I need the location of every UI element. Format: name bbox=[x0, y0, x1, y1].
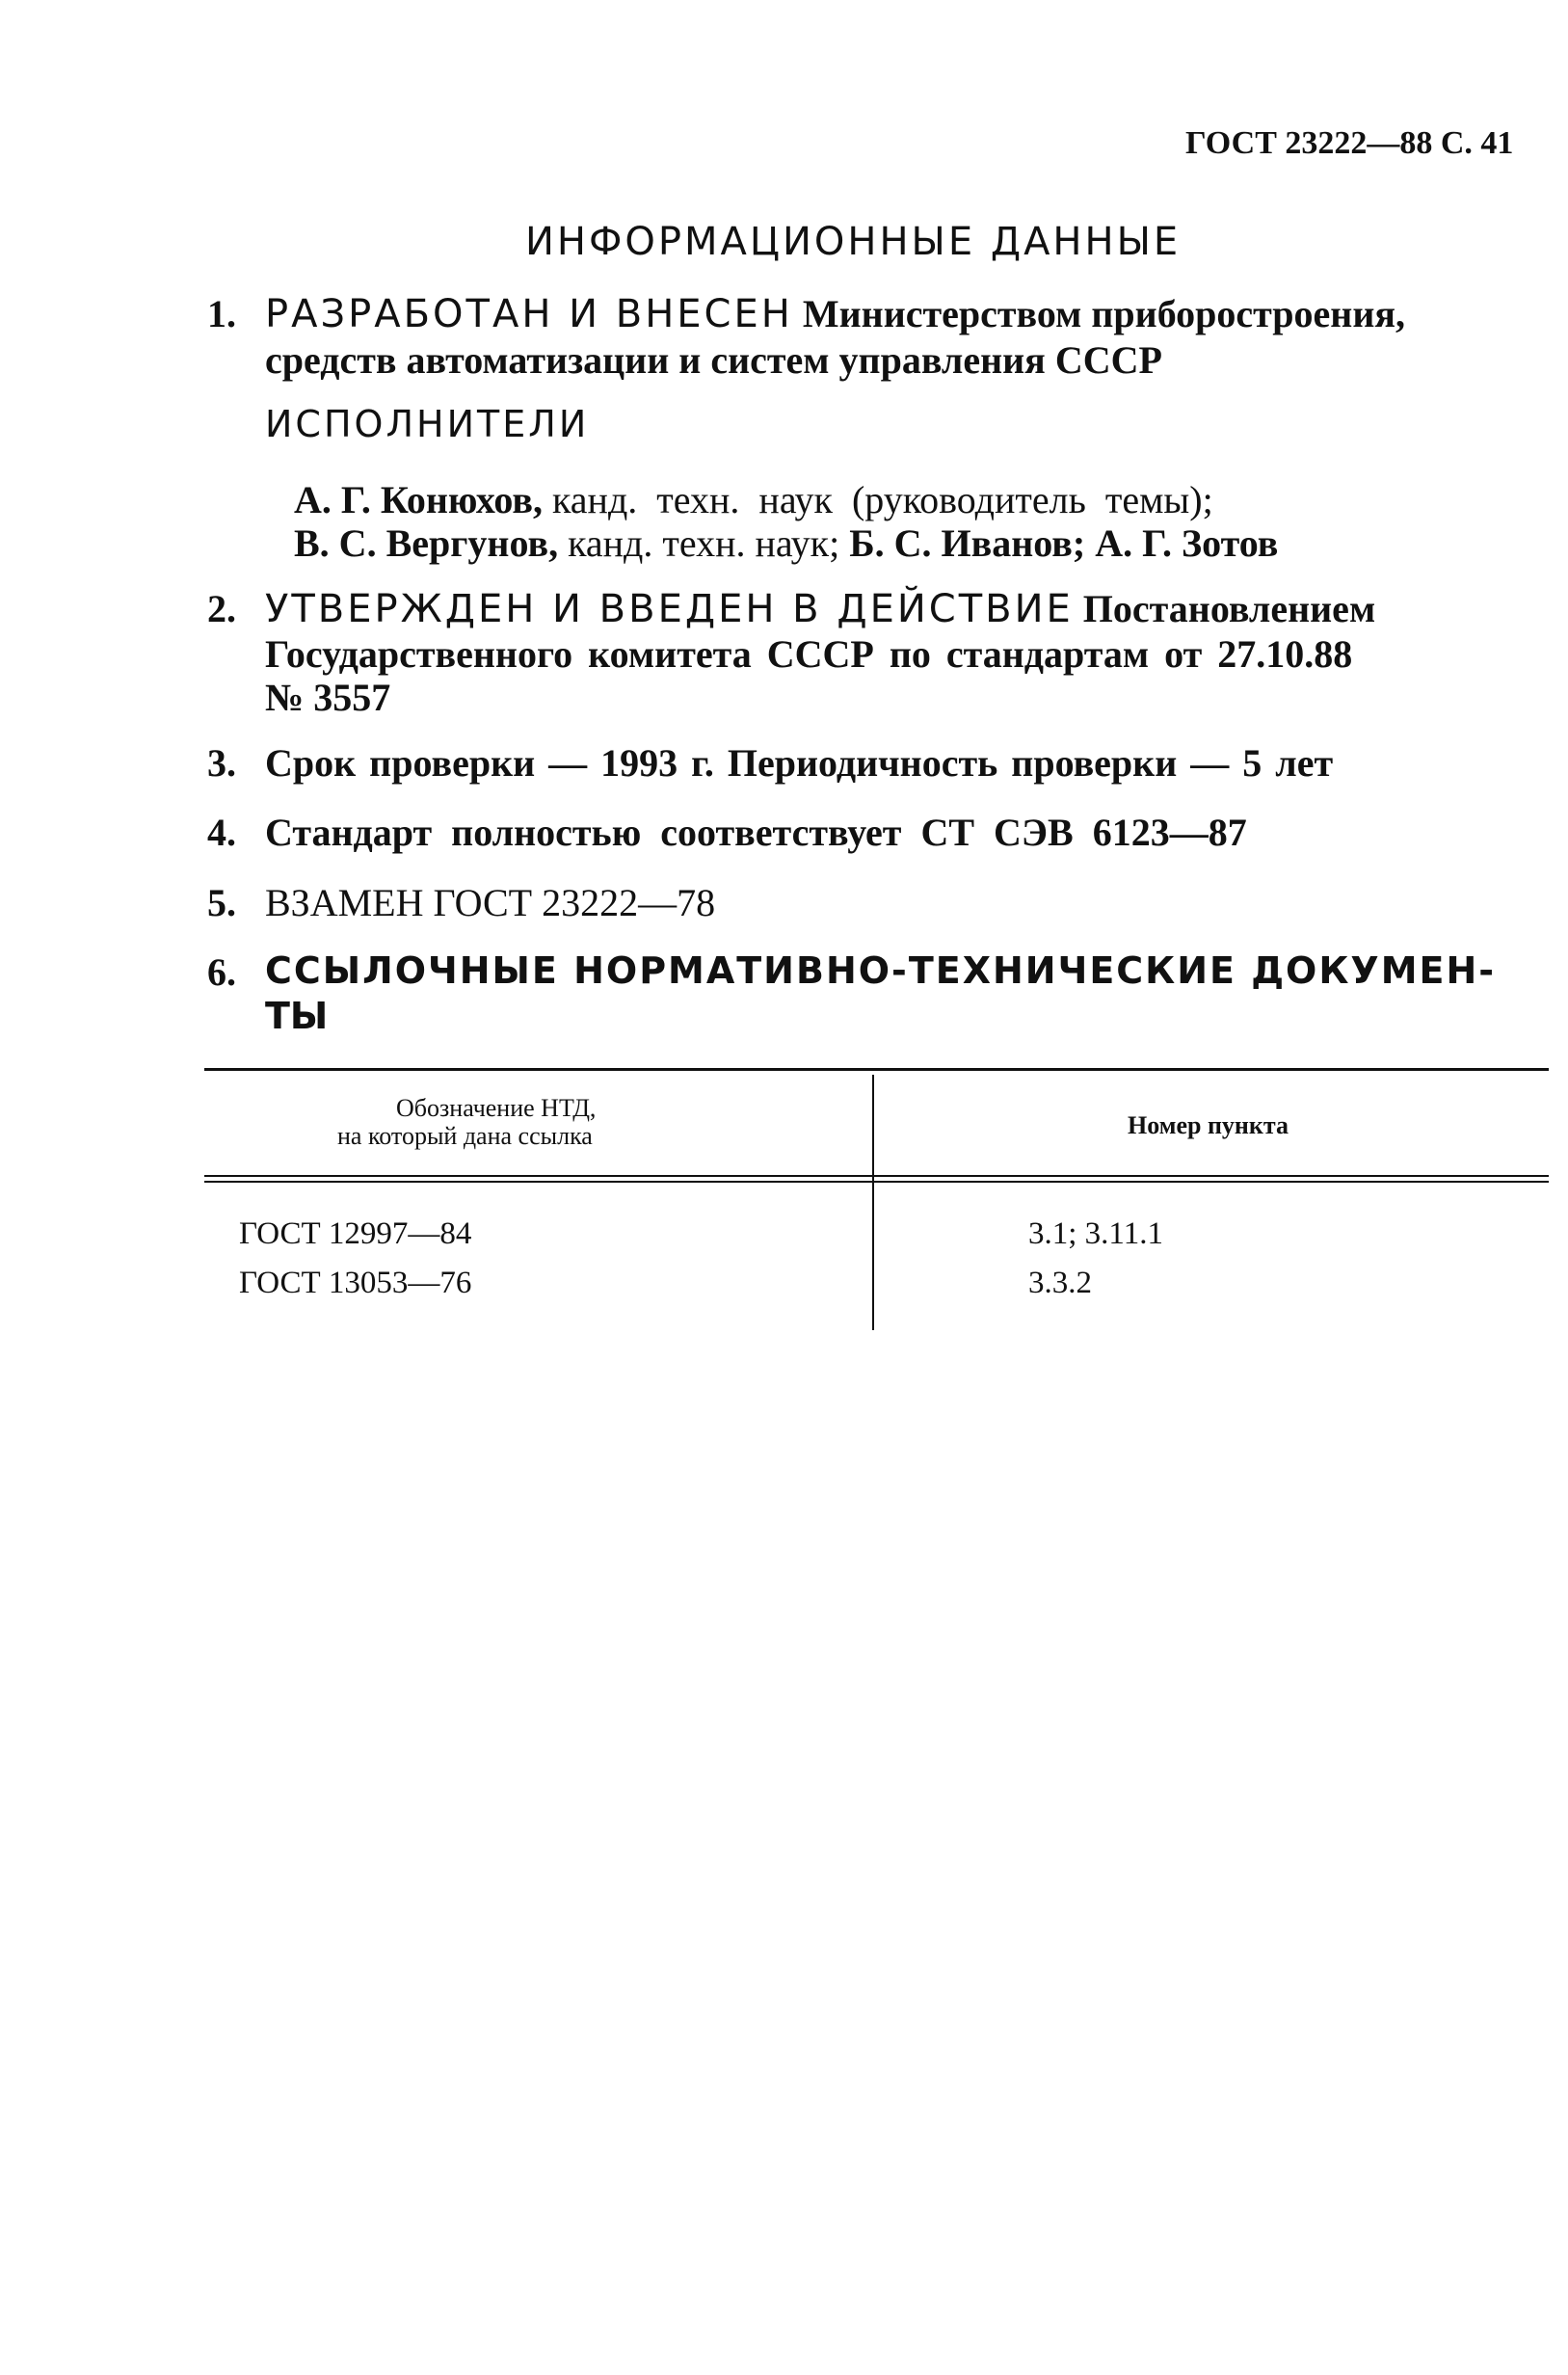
item-3-text: Срок проверки — 1993 г. Периодичность проверки — 5 лет bbox=[265, 741, 1334, 785]
item-1-text: Министерством приборостроения, bbox=[802, 292, 1406, 335]
item-1-line-1 bbox=[265, 291, 1405, 336]
table-header-col-1-line-2: на который дана ссылка bbox=[337, 1122, 593, 1150]
table-header-col-2: Номер пункта bbox=[1128, 1111, 1289, 1139]
table-cell-clause: 3.1; 3.11.1 bbox=[1028, 1216, 1163, 1251]
item-4-number: 4. bbox=[207, 811, 236, 854]
executor-1-details: канд. техн. наук (руководитель темы); bbox=[551, 478, 1213, 521]
table-top-rule bbox=[204, 1068, 1549, 1071]
table-cell-clause: 3.3.2 bbox=[1028, 1266, 1092, 1300]
item-6-line-2: ТЫ bbox=[265, 995, 329, 1037]
page-header: ГОСТ 23222—88 С. 41 bbox=[1185, 125, 1514, 161]
item-1-line-2: средств автоматизации и систем управления СССР bbox=[265, 338, 1162, 382]
item-2-text: Постановлением bbox=[1082, 587, 1376, 630]
executor-1-name: А. Г. Конюхов, bbox=[294, 478, 543, 521]
item-1-number: 1. bbox=[207, 292, 236, 335]
table-cell-doc: ГОСТ 12997—84 bbox=[239, 1216, 472, 1251]
item-5-number: 5. bbox=[207, 881, 236, 924]
executors-others: Б. С. Иванов; А. Г. Зотов bbox=[849, 521, 1279, 565]
table-header-rule-2 bbox=[204, 1181, 1549, 1183]
item-1-lead: РАЗРАБОТАН И ВНЕСЕН bbox=[265, 292, 793, 336]
executor-2-details: канд. техн. наук; bbox=[568, 521, 840, 565]
item-2-lead: УТВЕРЖДЕН И ВВЕДЕН В ДЕЙСТВИЕ bbox=[265, 587, 1074, 631]
table-header-col-1-line-1: Обозначение НТД, bbox=[396, 1094, 597, 1122]
table-cell-doc: ГОСТ 13053—76 bbox=[239, 1266, 472, 1300]
item-6-line-1: ССЫЛОЧНЫЕ НОРМАТИВНО-ТЕХНИЧЕСКИЕ ДОКУМЕН- bbox=[265, 949, 1497, 992]
item-5-text: ВЗАМЕН ГОСТ 23222—78 bbox=[265, 881, 716, 924]
table-column-divider bbox=[872, 1075, 874, 1330]
executors-line-2 bbox=[294, 520, 1278, 566]
item-2-line-1 bbox=[265, 586, 1375, 631]
executors-heading: ИСПОЛНИТЕЛИ bbox=[265, 403, 590, 445]
item-2-number: 2. bbox=[207, 587, 236, 630]
item-6-number: 6. bbox=[207, 950, 236, 994]
executor-2-name: В. С. Вергунов, bbox=[294, 521, 559, 565]
item-4-text: Стандарт полностью соответствует СТ СЭВ 6123—87 bbox=[265, 811, 1247, 854]
item-2-line-2: Государственного комитета СССР по стандартам от 27.10.88 bbox=[265, 632, 1353, 676]
table-header-rule-1 bbox=[204, 1175, 1549, 1177]
document-title: ИНФОРМАЦИОННЫЕ ДАННЫЕ bbox=[525, 220, 1182, 264]
item-2-line-3: № 3557 bbox=[265, 676, 391, 719]
item-3-number: 3. bbox=[207, 741, 236, 785]
executors-line-1 bbox=[294, 477, 1213, 522]
